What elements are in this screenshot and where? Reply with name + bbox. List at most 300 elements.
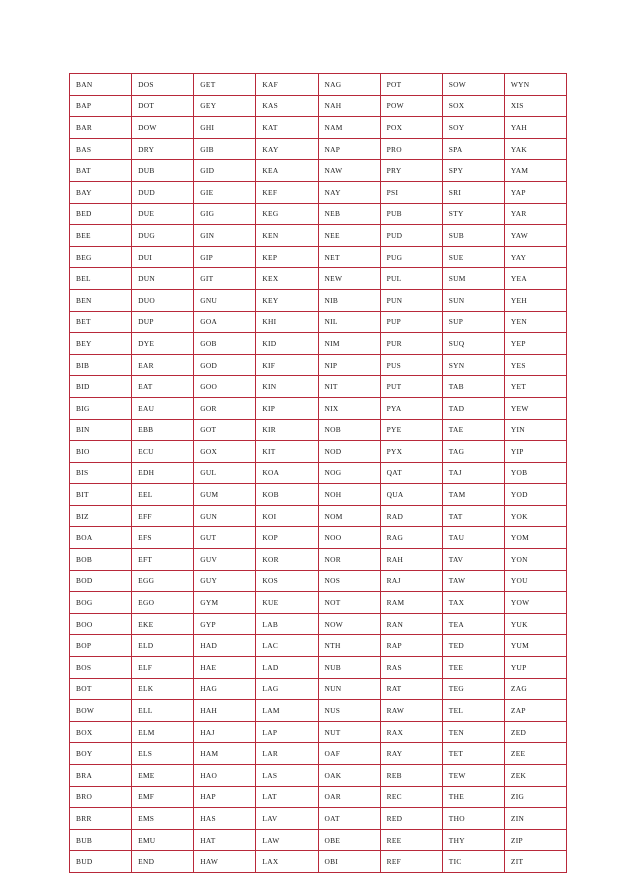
table-cell: DOT bbox=[132, 95, 194, 117]
table-cell: ZEK bbox=[504, 765, 566, 787]
table-cell: XIS bbox=[504, 95, 566, 117]
table-cell: TET bbox=[442, 743, 504, 765]
table-cell: NUS bbox=[318, 700, 380, 722]
table-cell: NIM bbox=[318, 333, 380, 355]
table-cell: YAW bbox=[504, 225, 566, 247]
table-cell: BIN bbox=[70, 419, 132, 441]
table-cell: OBI bbox=[318, 851, 380, 873]
table-cell: TEG bbox=[442, 678, 504, 700]
table-cell: NAP bbox=[318, 138, 380, 160]
table-cell: EAT bbox=[132, 376, 194, 398]
table-cell: TEA bbox=[442, 613, 504, 635]
table-cell: SOW bbox=[442, 74, 504, 96]
table-cell: ZAP bbox=[504, 700, 566, 722]
table-row bbox=[70, 462, 567, 484]
table-row bbox=[70, 289, 567, 311]
table-row bbox=[70, 397, 567, 419]
table-cell: BOO bbox=[70, 613, 132, 635]
table-cell: ELS bbox=[132, 743, 194, 765]
table-cell: SOX bbox=[442, 95, 504, 117]
table-cell: YAR bbox=[504, 203, 566, 225]
table-cell: EGG bbox=[132, 570, 194, 592]
table-cell: RAD bbox=[380, 505, 442, 527]
table-cell: BAP bbox=[70, 95, 132, 117]
table-cell: QAT bbox=[380, 462, 442, 484]
table-cell: BAT bbox=[70, 160, 132, 182]
table-cell: EEL bbox=[132, 484, 194, 506]
table-cell: GOR bbox=[194, 397, 256, 419]
table-cell: NOS bbox=[318, 570, 380, 592]
table-cell: GID bbox=[194, 160, 256, 182]
table-cell: BRA bbox=[70, 765, 132, 787]
table-row bbox=[70, 95, 567, 117]
table-cell: PUN bbox=[380, 289, 442, 311]
table-cell: BEG bbox=[70, 246, 132, 268]
table-cell: YEA bbox=[504, 268, 566, 290]
table-cell: KEG bbox=[256, 203, 318, 225]
table-row bbox=[70, 808, 567, 830]
table-cell: NEB bbox=[318, 203, 380, 225]
table-cell: BOP bbox=[70, 635, 132, 657]
table-cell: QUA bbox=[380, 484, 442, 506]
table-cell: DUE bbox=[132, 203, 194, 225]
table-row bbox=[70, 700, 567, 722]
table-cell: PUD bbox=[380, 225, 442, 247]
table-cell: NOT bbox=[318, 592, 380, 614]
word-table-body bbox=[70, 74, 567, 873]
table-cell: DRY bbox=[132, 138, 194, 160]
table-cell: RED bbox=[380, 808, 442, 830]
table-row bbox=[70, 225, 567, 247]
table-cell: KOI bbox=[256, 505, 318, 527]
table-cell: END bbox=[132, 851, 194, 873]
table-cell: TEN bbox=[442, 721, 504, 743]
table-cell: TAV bbox=[442, 549, 504, 571]
table-cell: GOA bbox=[194, 311, 256, 333]
table-cell: GNU bbox=[194, 289, 256, 311]
table-cell: BOS bbox=[70, 657, 132, 679]
table-cell: KEX bbox=[256, 268, 318, 290]
table-cell: NUN bbox=[318, 678, 380, 700]
table-cell: BAR bbox=[70, 117, 132, 139]
table-cell: GUM bbox=[194, 484, 256, 506]
table-cell: NOW bbox=[318, 613, 380, 635]
table-cell: EMU bbox=[132, 829, 194, 851]
table-row bbox=[70, 505, 567, 527]
table-cell: OAR bbox=[318, 786, 380, 808]
table-cell: TAG bbox=[442, 441, 504, 463]
table-cell: GUN bbox=[194, 505, 256, 527]
table-cell: DUG bbox=[132, 225, 194, 247]
table-cell: PUS bbox=[380, 354, 442, 376]
table-cell: YOW bbox=[504, 592, 566, 614]
table-cell: SPA bbox=[442, 138, 504, 160]
table-cell: BOW bbox=[70, 700, 132, 722]
table-cell: PUL bbox=[380, 268, 442, 290]
table-cell: ELF bbox=[132, 657, 194, 679]
table-row bbox=[70, 246, 567, 268]
table-cell: RAG bbox=[380, 527, 442, 549]
table-cell: PRO bbox=[380, 138, 442, 160]
table-cell: PYE bbox=[380, 419, 442, 441]
table-cell: YEN bbox=[504, 311, 566, 333]
table-cell: BOT bbox=[70, 678, 132, 700]
table-cell: BIZ bbox=[70, 505, 132, 527]
table-row bbox=[70, 743, 567, 765]
table-cell: RAS bbox=[380, 657, 442, 679]
table-cell: TEE bbox=[442, 657, 504, 679]
table-cell: ZIN bbox=[504, 808, 566, 830]
table-cell: REB bbox=[380, 765, 442, 787]
table-cell: DUP bbox=[132, 311, 194, 333]
table-cell: POX bbox=[380, 117, 442, 139]
table-row bbox=[70, 138, 567, 160]
table-cell: ZIP bbox=[504, 829, 566, 851]
table-cell: BET bbox=[70, 311, 132, 333]
table-cell: LAT bbox=[256, 786, 318, 808]
table-cell: NUB bbox=[318, 657, 380, 679]
table-cell: PUG bbox=[380, 246, 442, 268]
table-cell: EKE bbox=[132, 613, 194, 635]
table-cell: LAG bbox=[256, 678, 318, 700]
table-cell: YAH bbox=[504, 117, 566, 139]
table-row bbox=[70, 851, 567, 873]
table-cell: GYP bbox=[194, 613, 256, 635]
table-cell: YOK bbox=[504, 505, 566, 527]
table-row bbox=[70, 354, 567, 376]
table-cell: GIE bbox=[194, 181, 256, 203]
table-cell: EMS bbox=[132, 808, 194, 830]
table-row bbox=[70, 419, 567, 441]
table-cell: DOS bbox=[132, 74, 194, 96]
table-cell: NTH bbox=[318, 635, 380, 657]
table-cell: YAK bbox=[504, 138, 566, 160]
table-cell: GOD bbox=[194, 354, 256, 376]
table-cell: SUN bbox=[442, 289, 504, 311]
table-cell: NIL bbox=[318, 311, 380, 333]
table-cell: BEE bbox=[70, 225, 132, 247]
table-cell: KAF bbox=[256, 74, 318, 96]
table-cell: HAO bbox=[194, 765, 256, 787]
table-cell: RAM bbox=[380, 592, 442, 614]
table-cell: LAX bbox=[256, 851, 318, 873]
table-cell: ZAG bbox=[504, 678, 566, 700]
table-cell: YOB bbox=[504, 462, 566, 484]
table-cell: NEE bbox=[318, 225, 380, 247]
table-cell: GIG bbox=[194, 203, 256, 225]
table-cell: PUR bbox=[380, 333, 442, 355]
table-cell: KEY bbox=[256, 289, 318, 311]
table-cell: YON bbox=[504, 549, 566, 571]
table-cell: YEP bbox=[504, 333, 566, 355]
table-cell: RAH bbox=[380, 549, 442, 571]
table-cell: KOS bbox=[256, 570, 318, 592]
table-cell: YIN bbox=[504, 419, 566, 441]
table-cell: OAF bbox=[318, 743, 380, 765]
table-cell: YOU bbox=[504, 570, 566, 592]
table-cell: KEA bbox=[256, 160, 318, 182]
table-cell: ZED bbox=[504, 721, 566, 743]
table-cell: BID bbox=[70, 376, 132, 398]
table-cell: TAB bbox=[442, 376, 504, 398]
table-cell: YAM bbox=[504, 160, 566, 182]
table-cell: LAP bbox=[256, 721, 318, 743]
table-cell: YIP bbox=[504, 441, 566, 463]
table-cell: BIO bbox=[70, 441, 132, 463]
table-cell: EMF bbox=[132, 786, 194, 808]
table-cell: POW bbox=[380, 95, 442, 117]
table-cell: KIP bbox=[256, 397, 318, 419]
table-cell: KEN bbox=[256, 225, 318, 247]
table-cell: BRR bbox=[70, 808, 132, 830]
table-cell: DUD bbox=[132, 181, 194, 203]
table-cell: PYA bbox=[380, 397, 442, 419]
table-cell: KOP bbox=[256, 527, 318, 549]
table-cell: SYN bbox=[442, 354, 504, 376]
table-cell: THY bbox=[442, 829, 504, 851]
table-cell: BUD bbox=[70, 851, 132, 873]
table-cell: HAS bbox=[194, 808, 256, 830]
table-cell: PUP bbox=[380, 311, 442, 333]
table-cell: EGO bbox=[132, 592, 194, 614]
table-cell: LAM bbox=[256, 700, 318, 722]
table-cell: RAY bbox=[380, 743, 442, 765]
table-cell: NOM bbox=[318, 505, 380, 527]
table-cell: LAC bbox=[256, 635, 318, 657]
table-cell: NOO bbox=[318, 527, 380, 549]
table-row bbox=[70, 311, 567, 333]
table-cell: BUB bbox=[70, 829, 132, 851]
table-cell: NOD bbox=[318, 441, 380, 463]
table-cell: NAH bbox=[318, 95, 380, 117]
table-cell: KEF bbox=[256, 181, 318, 203]
table-cell: RAT bbox=[380, 678, 442, 700]
table-cell: DUB bbox=[132, 160, 194, 182]
table-cell: BOA bbox=[70, 527, 132, 549]
table-cell: NAM bbox=[318, 117, 380, 139]
table-cell: GIT bbox=[194, 268, 256, 290]
table-row bbox=[70, 268, 567, 290]
table-cell: EFF bbox=[132, 505, 194, 527]
table-cell: DUN bbox=[132, 268, 194, 290]
table-row bbox=[70, 570, 567, 592]
table-cell: ELM bbox=[132, 721, 194, 743]
table-cell: PSI bbox=[380, 181, 442, 203]
table-cell: HAH bbox=[194, 700, 256, 722]
table-cell: YES bbox=[504, 354, 566, 376]
table-cell: SUE bbox=[442, 246, 504, 268]
table-cell: ZIG bbox=[504, 786, 566, 808]
table-row bbox=[70, 657, 567, 679]
table-cell: NOB bbox=[318, 419, 380, 441]
table-cell: BIS bbox=[70, 462, 132, 484]
table-cell: YUM bbox=[504, 635, 566, 657]
table-cell: HAT bbox=[194, 829, 256, 851]
table-cell: LAB bbox=[256, 613, 318, 635]
table-cell: PUT bbox=[380, 376, 442, 398]
table-cell: BAN bbox=[70, 74, 132, 96]
table-cell: GHI bbox=[194, 117, 256, 139]
table-cell: ELL bbox=[132, 700, 194, 722]
table-cell: BOX bbox=[70, 721, 132, 743]
table-cell: KEP bbox=[256, 246, 318, 268]
table-cell: YUK bbox=[504, 613, 566, 635]
table-cell: TAE bbox=[442, 419, 504, 441]
table-cell: SOY bbox=[442, 117, 504, 139]
table-cell: PYX bbox=[380, 441, 442, 463]
table-cell: ELK bbox=[132, 678, 194, 700]
table-cell: TEL bbox=[442, 700, 504, 722]
table-cell: EAU bbox=[132, 397, 194, 419]
table-cell: LAS bbox=[256, 765, 318, 787]
table-cell: EBB bbox=[132, 419, 194, 441]
table-cell: KHI bbox=[256, 311, 318, 333]
table-cell: GIN bbox=[194, 225, 256, 247]
table-cell: BOB bbox=[70, 549, 132, 571]
table-cell: KOR bbox=[256, 549, 318, 571]
table-cell: SUQ bbox=[442, 333, 504, 355]
table-cell: YET bbox=[504, 376, 566, 398]
table-cell: GUL bbox=[194, 462, 256, 484]
table-cell: TAD bbox=[442, 397, 504, 419]
table-cell: RAW bbox=[380, 700, 442, 722]
table-cell: REF bbox=[380, 851, 442, 873]
table-cell: HAJ bbox=[194, 721, 256, 743]
table-cell: HAE bbox=[194, 657, 256, 679]
table-cell: SUP bbox=[442, 311, 504, 333]
table-row bbox=[70, 721, 567, 743]
table-cell: OAT bbox=[318, 808, 380, 830]
table-cell: BIB bbox=[70, 354, 132, 376]
table-cell: NEW bbox=[318, 268, 380, 290]
table-cell: DOW bbox=[132, 117, 194, 139]
table-cell: DUI bbox=[132, 246, 194, 268]
table-cell: DYE bbox=[132, 333, 194, 355]
table-cell: HAD bbox=[194, 635, 256, 657]
table-cell: NIT bbox=[318, 376, 380, 398]
table-cell: BED bbox=[70, 203, 132, 225]
table-cell: ZIT bbox=[504, 851, 566, 873]
table-row bbox=[70, 549, 567, 571]
table-cell: LAD bbox=[256, 657, 318, 679]
table-cell: RAX bbox=[380, 721, 442, 743]
table-cell: LAW bbox=[256, 829, 318, 851]
table-row bbox=[70, 376, 567, 398]
table-cell: GET bbox=[194, 74, 256, 96]
table-cell: NUT bbox=[318, 721, 380, 743]
table-cell: YEW bbox=[504, 397, 566, 419]
table-cell: POT bbox=[380, 74, 442, 96]
table-cell: GIP bbox=[194, 246, 256, 268]
table-cell: YOM bbox=[504, 527, 566, 549]
table-cell: BIT bbox=[70, 484, 132, 506]
table-cell: GIB bbox=[194, 138, 256, 160]
table-cell: YEH bbox=[504, 289, 566, 311]
table-cell: BOY bbox=[70, 743, 132, 765]
table-cell: NOH bbox=[318, 484, 380, 506]
table-cell: PRY bbox=[380, 160, 442, 182]
table-cell: GUV bbox=[194, 549, 256, 571]
table-cell: RAJ bbox=[380, 570, 442, 592]
table-cell: NIB bbox=[318, 289, 380, 311]
table-cell: BAY bbox=[70, 181, 132, 203]
table-cell: OBE bbox=[318, 829, 380, 851]
table-row bbox=[70, 333, 567, 355]
table-row bbox=[70, 441, 567, 463]
table-cell: KIR bbox=[256, 419, 318, 441]
table-cell: GOX bbox=[194, 441, 256, 463]
table-row bbox=[70, 613, 567, 635]
table-cell: KOA bbox=[256, 462, 318, 484]
table-cell: GOT bbox=[194, 419, 256, 441]
table-row bbox=[70, 635, 567, 657]
table-row bbox=[70, 527, 567, 549]
table-cell: YAY bbox=[504, 246, 566, 268]
table-cell: GUY bbox=[194, 570, 256, 592]
table-cell: NET bbox=[318, 246, 380, 268]
table-cell: THE bbox=[442, 786, 504, 808]
table-cell: DUO bbox=[132, 289, 194, 311]
table-cell: KAS bbox=[256, 95, 318, 117]
table-cell: ECU bbox=[132, 441, 194, 463]
table-cell: TAT bbox=[442, 505, 504, 527]
table-row bbox=[70, 181, 567, 203]
table-cell: LAR bbox=[256, 743, 318, 765]
table-cell: TIC bbox=[442, 851, 504, 873]
table-cell: BEY bbox=[70, 333, 132, 355]
table-cell: KAY bbox=[256, 138, 318, 160]
table-cell: HAM bbox=[194, 743, 256, 765]
table-cell: KAT bbox=[256, 117, 318, 139]
table-row bbox=[70, 74, 567, 96]
table-row bbox=[70, 484, 567, 506]
table-cell: YOD bbox=[504, 484, 566, 506]
table-row bbox=[70, 592, 567, 614]
table-cell: NAG bbox=[318, 74, 380, 96]
table-cell: SPY bbox=[442, 160, 504, 182]
table-cell: KUE bbox=[256, 592, 318, 614]
table-row bbox=[70, 678, 567, 700]
table-cell: ZEE bbox=[504, 743, 566, 765]
table-cell: SUB bbox=[442, 225, 504, 247]
table-cell: REC bbox=[380, 786, 442, 808]
table-cell: EDH bbox=[132, 462, 194, 484]
table-cell: YUP bbox=[504, 657, 566, 679]
table-cell: KID bbox=[256, 333, 318, 355]
table-cell: BEN bbox=[70, 289, 132, 311]
table-cell: NIX bbox=[318, 397, 380, 419]
table-cell: TEW bbox=[442, 765, 504, 787]
table-cell: KIT bbox=[256, 441, 318, 463]
table-cell: STY bbox=[442, 203, 504, 225]
table-cell: EFT bbox=[132, 549, 194, 571]
table-cell: KIN bbox=[256, 376, 318, 398]
table-cell: ELD bbox=[132, 635, 194, 657]
table-cell: BEL bbox=[70, 268, 132, 290]
table-cell: TAJ bbox=[442, 462, 504, 484]
table-cell: HAG bbox=[194, 678, 256, 700]
table-cell: GYM bbox=[194, 592, 256, 614]
table-cell: GOO bbox=[194, 376, 256, 398]
table-cell: WYN bbox=[504, 74, 566, 96]
table-cell: RAP bbox=[380, 635, 442, 657]
table-row bbox=[70, 117, 567, 139]
table-cell: EME bbox=[132, 765, 194, 787]
table-cell: EAR bbox=[132, 354, 194, 376]
table-cell: TAW bbox=[442, 570, 504, 592]
table-cell: BOD bbox=[70, 570, 132, 592]
table-cell: HAW bbox=[194, 851, 256, 873]
